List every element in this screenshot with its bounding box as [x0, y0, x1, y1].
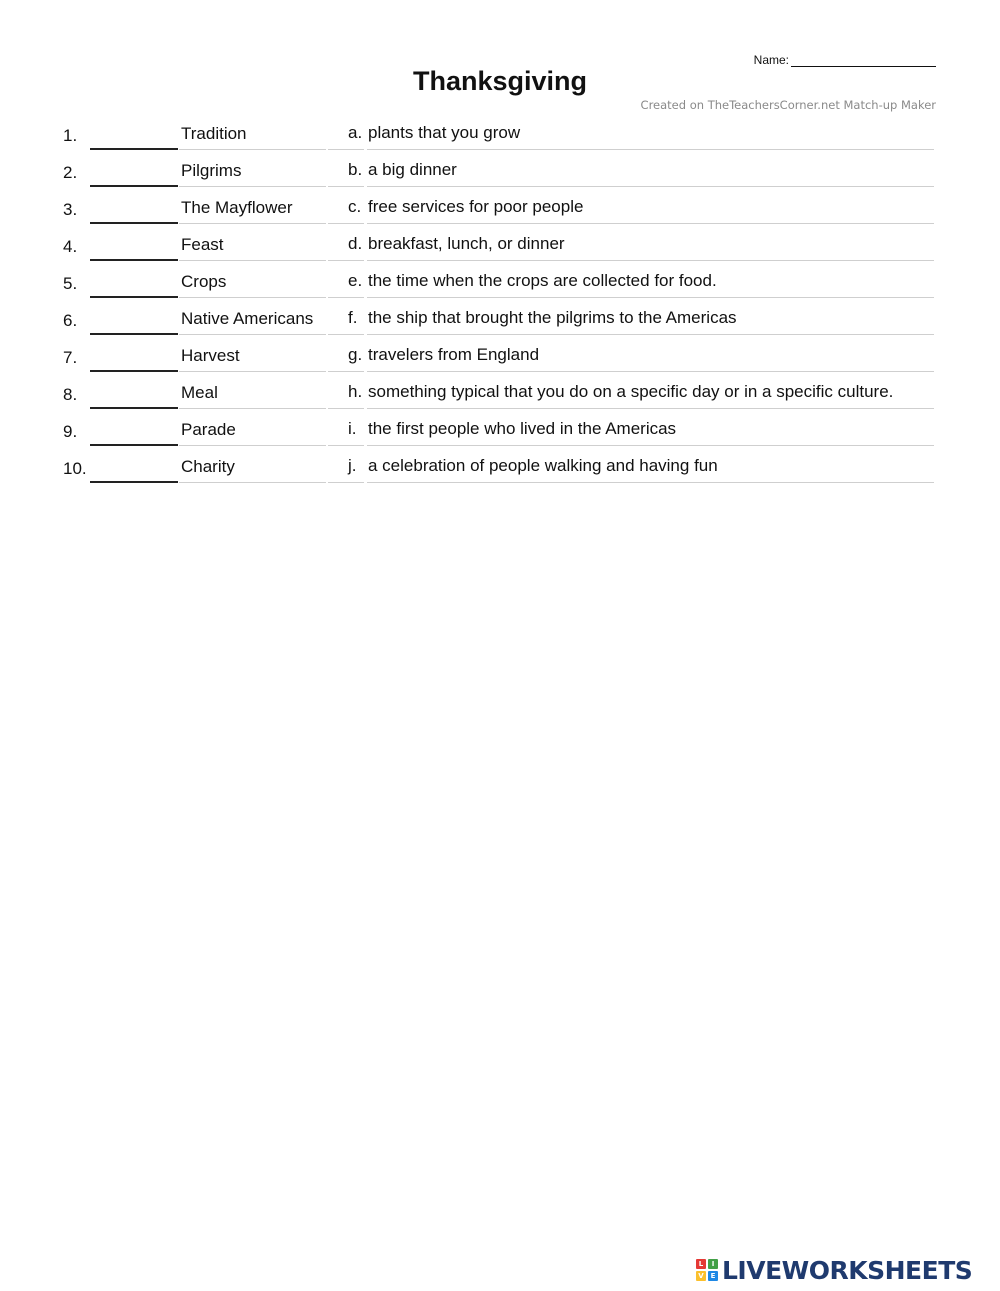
- page-title: Thanksgiving: [412, 66, 588, 96]
- answer-blank[interactable]: [90, 296, 178, 298]
- term-underline: [179, 260, 326, 261]
- term-text: Native Americans: [181, 309, 314, 328]
- definition-letter: b.: [348, 160, 363, 179]
- letter-underline: [328, 371, 364, 372]
- definition-underline: [367, 223, 934, 224]
- definition-underline: [367, 445, 934, 446]
- definition-letter: g.: [348, 345, 363, 364]
- row-number: 6.: [63, 311, 78, 330]
- definition-underline: [367, 297, 934, 298]
- term-text: Tradition: [181, 124, 247, 143]
- definition-text: the time when the crops are collected for food.: [368, 271, 717, 290]
- row-number: 9.: [63, 422, 78, 441]
- row-number: 1.: [63, 126, 78, 145]
- definition-letter: c.: [348, 197, 362, 216]
- match-row: [0, 114, 1000, 151]
- term-underline: [179, 297, 326, 298]
- definition-text: a big dinner: [368, 160, 457, 179]
- definition-underline: [367, 260, 934, 261]
- logo-tile: E: [708, 1271, 718, 1281]
- brand-text: LIVEWORKSHEETS: [722, 1255, 973, 1285]
- definition-text: breakfast, lunch, or dinner: [368, 234, 565, 253]
- definition-letter: e.: [348, 271, 363, 290]
- row-number: 5.: [63, 274, 78, 293]
- letter-underline: [328, 260, 364, 261]
- term-underline: [179, 334, 326, 335]
- credit-text: Created on TheTeachersCorner.net Match-up Maker: [640, 98, 936, 112]
- liveworksheets-brand: [696, 1254, 972, 1286]
- term-underline: [179, 149, 326, 150]
- term-underline: [179, 186, 326, 187]
- definition-underline: [367, 186, 934, 187]
- term-underline: [179, 223, 326, 224]
- term-underline: [179, 371, 326, 372]
- letter-underline: [328, 223, 364, 224]
- answer-blank[interactable]: [90, 148, 178, 150]
- term-text: Feast: [181, 235, 224, 254]
- definition-text: the first people who lived in the Americas: [368, 419, 677, 438]
- match-row: [0, 188, 1000, 225]
- answer-blank[interactable]: [90, 370, 178, 372]
- term-underline: [179, 445, 326, 446]
- definition-underline: [367, 482, 934, 483]
- term-text: The Mayflower: [181, 198, 293, 217]
- definition-letter: d.: [348, 234, 363, 253]
- row-number: 10.: [63, 459, 87, 478]
- match-row: [0, 336, 1000, 373]
- row-number: 3.: [63, 200, 78, 219]
- definition-letter: j.: [348, 456, 357, 475]
- name-field: [754, 52, 936, 67]
- definition-underline: [367, 149, 934, 150]
- match-row: [0, 410, 1000, 447]
- row-number: 8.: [63, 385, 78, 404]
- letter-underline: [328, 186, 364, 187]
- answer-blank[interactable]: [90, 407, 178, 409]
- term-text: Crops: [181, 272, 227, 291]
- row-number: 4.: [63, 237, 78, 256]
- term-text: Meal: [181, 383, 218, 402]
- liveworksheets-logo-icon: [696, 1259, 718, 1281]
- name-label: Name:: [753, 53, 789, 67]
- definition-letter: f.: [348, 308, 358, 327]
- answer-blank[interactable]: [90, 185, 178, 187]
- letter-underline: [328, 482, 364, 483]
- match-list: [0, 114, 1000, 484]
- logo-tile: I: [708, 1259, 718, 1269]
- definition-text: free services for poor people: [368, 197, 584, 216]
- definition-text: travelers from England: [368, 345, 540, 364]
- logo-tile: L: [696, 1259, 706, 1269]
- match-row: [0, 262, 1000, 299]
- answer-blank[interactable]: [90, 222, 178, 224]
- answer-blank[interactable]: [90, 444, 178, 446]
- match-row: [0, 299, 1000, 336]
- term-text: Parade: [181, 420, 236, 439]
- row-number: 2.: [63, 163, 78, 182]
- letter-underline: [328, 297, 364, 298]
- match-row: [0, 225, 1000, 262]
- definition-underline: [367, 334, 934, 335]
- definition-text: a celebration of people walking and having fun: [368, 456, 718, 475]
- answer-blank[interactable]: [90, 333, 178, 335]
- match-row: [0, 373, 1000, 410]
- name-input-line[interactable]: [791, 52, 936, 67]
- definition-letter: i.: [348, 419, 357, 438]
- definition-underline: [367, 408, 934, 409]
- term-text: Harvest: [181, 346, 240, 365]
- term-text: Pilgrims: [181, 161, 242, 180]
- letter-underline: [328, 445, 364, 446]
- answer-blank[interactable]: [90, 259, 178, 261]
- logo-tile: V: [696, 1271, 706, 1281]
- definition-letter: a.: [348, 123, 363, 142]
- match-row: [0, 447, 1000, 484]
- definition-text: the ship that brought the pilgrims to the Americas: [368, 308, 737, 327]
- term-text: Charity: [181, 457, 235, 476]
- row-number: 7.: [63, 348, 78, 367]
- answer-blank[interactable]: [90, 481, 178, 483]
- letter-underline: [328, 149, 364, 150]
- definition-text: something typical that you do on a specific day or in a specific culture.: [368, 382, 894, 401]
- term-underline: [179, 408, 326, 409]
- letter-underline: [328, 408, 364, 409]
- letter-underline: [328, 334, 364, 335]
- definition-underline: [367, 371, 934, 372]
- match-row: [0, 151, 1000, 188]
- term-underline: [179, 482, 326, 483]
- definition-letter: h.: [348, 382, 363, 401]
- definition-text: plants that you grow: [368, 123, 521, 142]
